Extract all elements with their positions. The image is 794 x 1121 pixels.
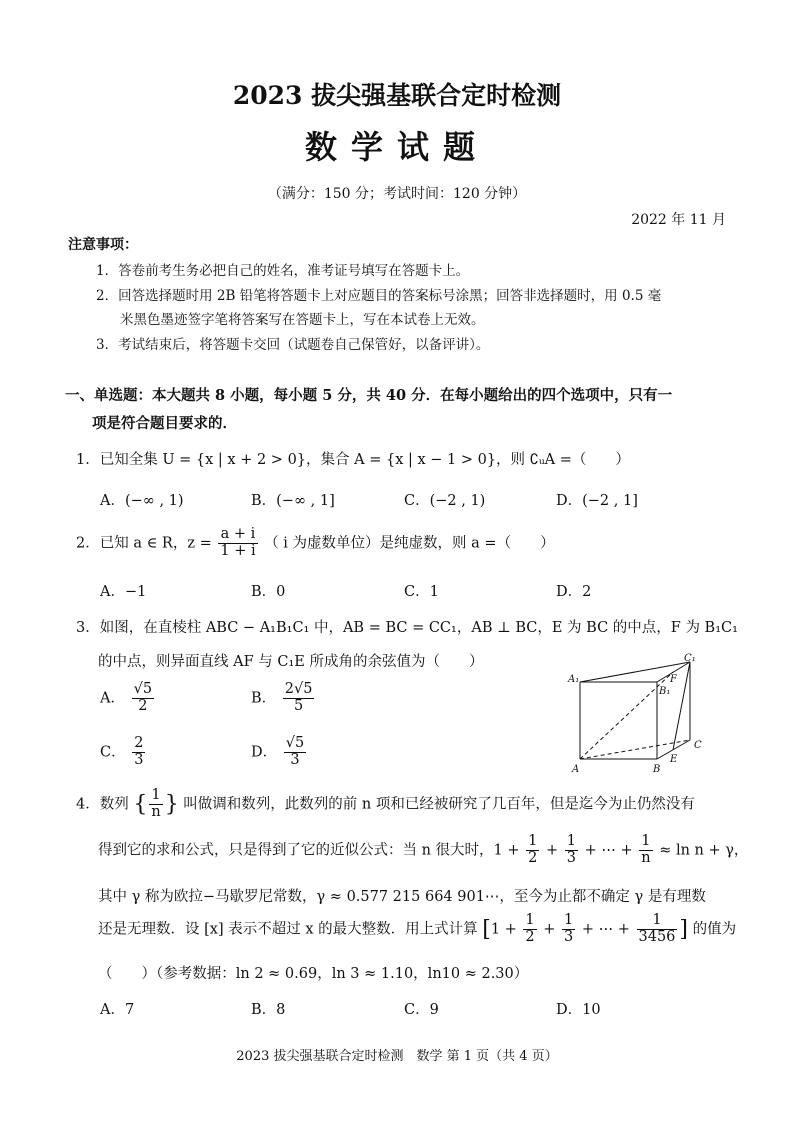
label-c: C <box>694 740 702 751</box>
q3-option-a-label: A． <box>100 690 125 707</box>
note-item: 1．答卷前考生务必把自己的姓名，准考证号填写在答题卡上。 <box>96 263 470 279</box>
label-f: F <box>670 674 677 685</box>
q2-option-b: B．0 <box>251 584 286 600</box>
q4-l4-f1d: 2 <box>525 928 535 945</box>
q2-post: （ i 为虚数单位）是纯虚数，则 a =（ ） <box>264 535 555 552</box>
q2-option-c: C．1 <box>404 584 439 600</box>
q3-b-den: 5 <box>294 697 304 714</box>
question-2 <box>76 527 555 560</box>
q3-option-c-label: C． <box>100 744 126 761</box>
q4-l2-f3d: n <box>641 849 651 866</box>
notes-heading: 注意事项： <box>68 237 138 253</box>
q1-option-d: D．(−2 , 1] <box>556 493 638 509</box>
q4-option-b: B．8 <box>251 1002 286 1018</box>
q4-l4-mid: + ⋯ + <box>581 921 630 938</box>
label-c1: C₁ <box>684 653 696 664</box>
q4-l2-f3n: 1 <box>639 834 652 851</box>
q4-l4-pre: 还是无理数．设 [x] 表示不超过 x 的最大整数．用上式计算 <box>98 921 478 938</box>
q4-l1-pre: 4．数列 <box>76 796 129 813</box>
section-heading-cont: 项是符合题目要求的． <box>92 415 237 432</box>
label-a: A <box>572 764 580 775</box>
question-4-line2 <box>98 834 748 867</box>
note-item: 米黑色墨迹签字笔将答案写在答题卡上，写在本试卷上无效。 <box>120 312 485 328</box>
q4-l4-f1n: 1 <box>525 912 535 928</box>
question-3-line2: 的中点，则异面直线 AF 与 C₁E 所成角的余弦值为（ ） <box>98 654 484 670</box>
q3-option-b-label: B． <box>251 690 277 707</box>
q4-l4-f2n: 1 <box>564 912 574 928</box>
q4-l2-plus: + <box>546 842 559 859</box>
q3-option-a <box>100 682 156 715</box>
q4-l4-f3n: 1 <box>637 913 678 930</box>
q3-option-d-label: D． <box>251 744 278 761</box>
q3-b-num: 2√5 <box>284 681 313 697</box>
q4-l2-mid: + ⋯ + <box>584 842 633 859</box>
q1-option-a: A．(−∞ , 1) <box>100 493 184 509</box>
q4-l4-plus: + <box>543 921 556 938</box>
question-4-line4 <box>98 913 736 946</box>
note-item: 2．回答选择题时用 2B 铅笔将答题卡上对应题目的答案标号涂黑；回答非选择题时，用 0.5 毫 <box>96 288 662 304</box>
q4-seq-num: 1 <box>149 788 162 805</box>
q2-frac-den: 1 + i <box>220 542 256 559</box>
q2-option-d: D．2 <box>556 584 592 600</box>
q3-option-d <box>251 736 308 769</box>
q3-a-den: 2 <box>138 697 148 714</box>
prism-figure <box>560 652 710 777</box>
q2-frac-num: a + i <box>218 527 257 544</box>
q4-l4-open: [ <box>482 916 491 942</box>
q4-option-c: C．9 <box>404 1002 439 1018</box>
label-b1: B₁ <box>659 686 671 697</box>
question-4-line5: （ ）（参考数据：ln 2 ≈ 0.69，ln 3 ≈ 1.10，ln10 ≈ 2.30） <box>98 966 529 982</box>
q4-l2-f1d: 2 <box>528 849 538 866</box>
q4-option-d: D．10 <box>556 1002 601 1018</box>
q2-pre: 2．已知 a ∈ R，z = <box>76 535 212 552</box>
q4-option-a: A．7 <box>100 1002 135 1018</box>
q1-option-b: B．(−∞ , 1] <box>251 493 335 509</box>
q4-l4-post: 的值为 <box>692 921 737 938</box>
q3-d-den: 3 <box>290 751 300 768</box>
question-4-line1: 4．数列 { $\frac{1}{n}$ } 叫做调和数列，此数列的前 n 项和已经被研究了几百年，但是迄今为止仍然没有 <box>76 787 695 820</box>
question-3-line1: 3．如图，在直棱柱 ABC − A₁B₁C₁ 中，AB = BC = CC₁，AB ⊥ BC，E 为 BC 的中点，F 为 B₁C₁ <box>76 620 738 636</box>
q4-l2-f1n: 1 <box>528 833 538 849</box>
q4-l2-f2n: 1 <box>566 833 576 849</box>
q3-d-num: √5 <box>285 735 305 751</box>
q4-l4-one: 1 + <box>490 921 517 938</box>
q4-l4-f3d: 3456 <box>638 928 676 945</box>
score-time-line: （满分：150 分；考试时间：120 分钟） <box>267 186 527 202</box>
exam-subtitle: 数学试题 <box>304 128 489 166</box>
q2-fraction <box>218 527 257 560</box>
page-footer: 2023 拔尖强基联合定时检测 数学 第 1 页（共 4 页） <box>236 1049 558 1064</box>
q4-l2-pre: 得到它的求和公式，只是得到了它的近似公式：当 n 很大时，1 + <box>98 842 520 859</box>
exam-title: 2023 拔尖强基联合定时检测 <box>232 81 562 110</box>
q4-l2-post: ≈ ln n + γ， <box>659 842 749 859</box>
q4-l2-f2d: 3 <box>566 849 576 866</box>
label-a1: A₁ <box>568 674 580 685</box>
q3-option-c <box>100 736 147 769</box>
label-e: E <box>670 754 678 765</box>
section-heading: 一、单选题：本大题共 8 小题，每小题 5 分，共 40 分．在每小题给出的四个选项中，只有一 <box>65 387 673 404</box>
q4-l1-post: 叫做调和数列，此数列的前 n 项和已经被研究了几百年，但是迄今为止仍然没有 <box>183 796 695 813</box>
q3-a-num: √5 <box>133 681 153 697</box>
q1-option-c: C．(−2 , 1) <box>404 493 486 509</box>
q4-l4-f2d: 3 <box>564 928 574 945</box>
q2-option-a: A．−1 <box>100 584 147 600</box>
q3-c-den: 3 <box>134 751 144 768</box>
exam-date: 2022 年 11 月 <box>631 212 726 228</box>
q4-l4-close: ] <box>679 916 688 942</box>
label-b: B <box>653 764 661 775</box>
q4-seq-den: n <box>151 803 161 820</box>
question-4-line3: 其中 γ 称为欧拉−马歇罗尼常数，γ ≈ 0.577 215 664 901⋯，至今为止都不确定 γ 是有理数 <box>98 889 706 905</box>
question-1: 1．已知全集 U = {x | x + 2 > 0}，集合 A = {x | x − 1 > 0}，则 ∁ᵤA =（ ） <box>76 452 630 468</box>
note-item: 3．考试结束后，将答题卡交回（试题卷自己保管好，以备评讲）。 <box>96 337 490 353</box>
q3-c-num: 2 <box>134 735 144 751</box>
q3-option-b <box>251 682 316 715</box>
